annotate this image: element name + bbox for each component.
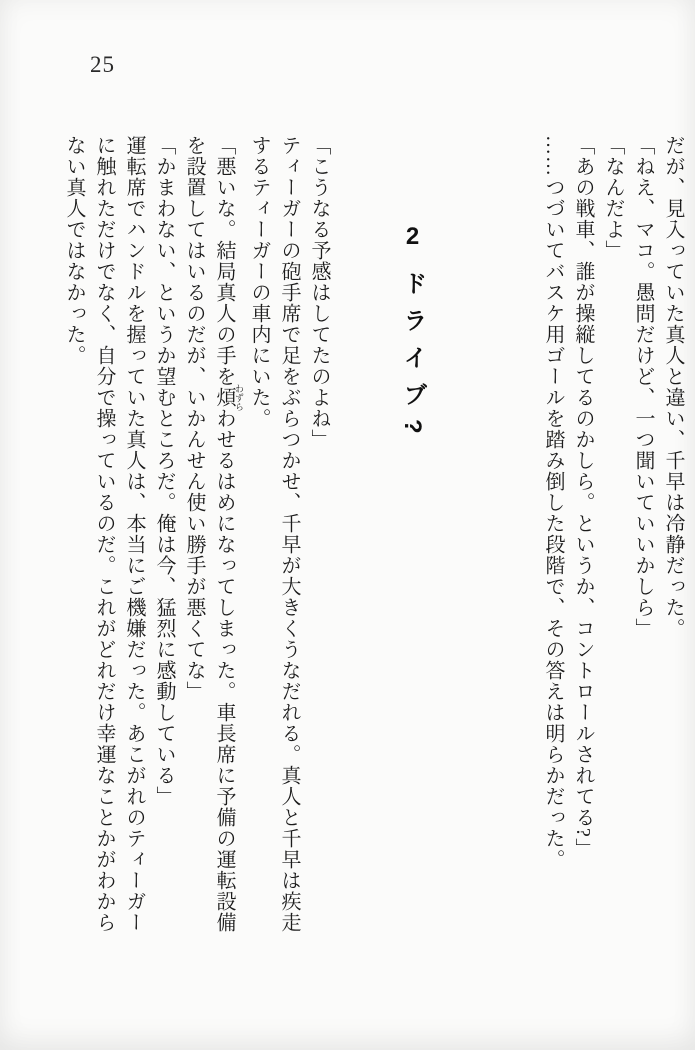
page-text [59, 135, 688, 935]
paragraph: 「ねえ、マコ。愚問だけど、一つ聞いていいかしら」 [632, 135, 654, 639]
paragraph: だが、見入っていた真人と違い、千早は冷静だった。 [662, 135, 684, 639]
chapter-title: ドライブ? [399, 271, 426, 447]
paragraph: 「なんだよ」 [602, 135, 624, 261]
ruby-annotation: 煩 わずら [213, 384, 244, 411]
paragraph: ……つづいてバスケ用ゴールを踏み倒した段階で、その答えは明らかだった。 [542, 135, 564, 870]
page-number: 25 [90, 52, 115, 77]
paragraph: 「かまわない、というか望むところだ。俺は今、猛烈に感動している」 [153, 135, 175, 807]
paragraph: 「悪いな。結局真人の手を煩 わずらわせるはめになってしまった。車長席に予備の運転設備を設置してはいるのだが、いかんせん使い勝手が悪くてな」 [183, 135, 244, 933]
paragraph: 「こうなる予感はしてたのよね」 [308, 135, 330, 450]
paragraph: ティーガーの砲手席で足をぶらつかせ、千早が大きくうなだれる。真人と千早は疾走するティーガーの車内にいた。 [248, 135, 300, 933]
chapter-heading [396, 223, 428, 935]
paragraph: 「あの戦車、誰が操縦してるのかしら。というか、コントロールされてる?」 [572, 135, 594, 859]
ruby-reading: わずら [234, 384, 244, 411]
paragraph: 運転席でハンドルを握っていた真人は、本当にご機嫌だった。あこがれのティーガーに触れただけでなく、自分で操っているのだ。これがどれだけ幸運なことかがわからない真人ではなかった。 [63, 135, 145, 933]
chapter-number: 2 [399, 223, 426, 263]
